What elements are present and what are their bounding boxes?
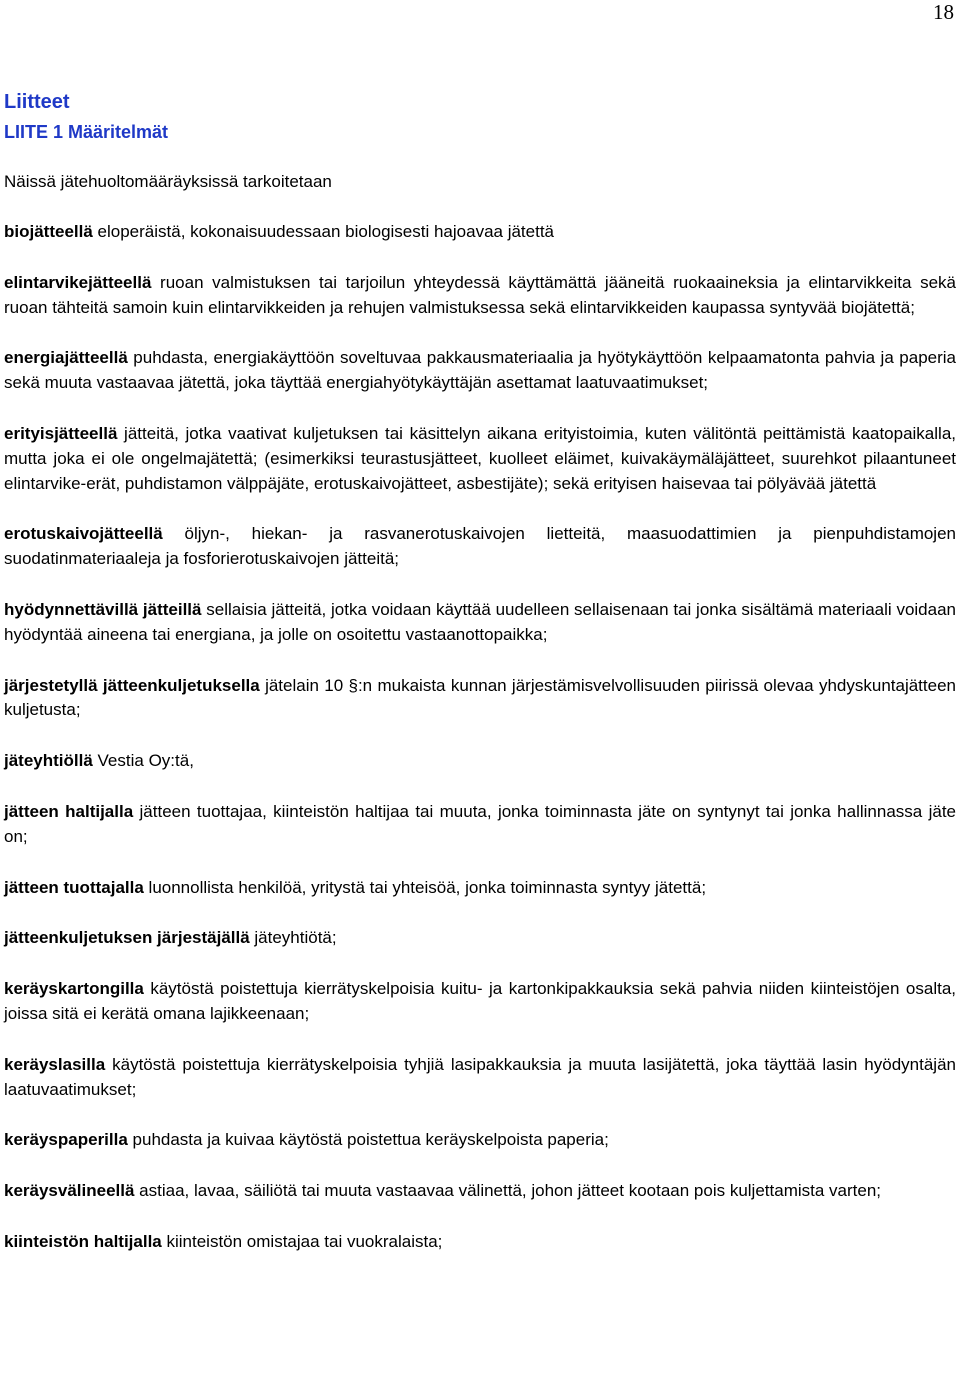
definition-text: öljyn-, hiekan- ja rasvanerotuskaivojen lietteitä, maasuodattimien ja pienpuhdistamojen suodatinmateriaaleja ja fosforierotuskaivojen jätteitä;	[4, 524, 956, 569]
definition-term: hyödynnettävillä jätteillä	[4, 599, 202, 619]
definition-item	[4, 271, 956, 321]
definition-term: erityisjätteellä	[4, 423, 118, 443]
definition-text: puhdasta ja kuivaa käytöstä poistettua keräyskelpoista paperia;	[127, 1130, 609, 1150]
definition-text: ruoan valmistuksen tai tarjoilun yhteydessä käyttämättä jääneitä ruokaaineksia ja elintarvikkeita sekä ruoan tähteitä samoin kuin elintarvikkeiden ja rehujen valmistuksessa sekä elintarvikkeiden kaupassa syntyvää biojätettä;	[4, 272, 956, 317]
definition-item	[4, 522, 956, 572]
definition-term: erotuskaivojätteellä	[4, 524, 163, 544]
definition-term: elintarvikejätteellä	[4, 272, 152, 292]
definition-item	[4, 346, 956, 396]
definition-item	[4, 598, 956, 648]
definition-item	[4, 749, 956, 774]
definition-text: jätelain 10 §:n mukaista kunnan järjestämisvelvollisuuden piirissä olevaa yhdyskuntajätteen kuljetusta;	[4, 675, 956, 720]
definitions-list	[4, 220, 956, 1255]
definition-text: jätteen tuottajaa, kiinteistön haltijaa tai muuta, jonka toiminnasta jäte on syntynyt tai jonka hallinnassa jäte on;	[4, 801, 956, 846]
definition-item	[4, 1053, 956, 1103]
definition-item	[4, 422, 956, 496]
appendix-title: LIITE 1 Määritelmät	[4, 122, 169, 142]
section-title: Liitteet	[4, 91, 70, 113]
document-body	[4, 89, 956, 1281]
definition-text: puhdasta, energiakäyttöön soveltuvaa pakkausmateriaalia ja hyötykäyttöön kelpaamatonta pahvia ja paperia sekä muuta vastaavaa jätettä, joka täyttää energiahyötykäyttäjän asettamat laatuvaatimukset;	[4, 348, 956, 393]
definition-text: astiaa, lavaa, säiliötä tai muuta vastaavaa välinettä, johon jätteet kootaan pois kuljettamista varten;	[134, 1181, 882, 1201]
definition-item	[4, 977, 956, 1027]
definition-item	[4, 876, 956, 901]
definition-term: järjestetyllä jätteenkuljetuksella	[4, 675, 260, 695]
definition-term: biojätteellä	[4, 222, 93, 241]
intro-paragraph: Näissä jätehuoltomääräyksissä tarkoitetaan	[4, 172, 332, 191]
definition-text: eloperäistä, kokonaisuudessaan biologisesti hajoavaa jätettä	[92, 222, 555, 241]
definition-text: luonnollista henkilöä, yritystä tai yhteisöä, jonka toiminnasta syntyy jätettä;	[143, 877, 707, 897]
definition-item	[4, 1230, 956, 1255]
definition-text: sellaisia jätteitä, jotka voidaan käyttää uudelleen sellaisenaan tai jonka sisältämä materiaali voidaan hyödyntää aineena tai energiana, ja jolle on osoitettu vastaanottopaikka;	[4, 599, 956, 644]
definition-item	[4, 926, 956, 951]
definition-text: jäteyhtiötä;	[249, 928, 337, 948]
definition-item	[4, 1179, 956, 1204]
definition-item	[4, 220, 956, 245]
definition-text: käytöstä poistettuja kierrätyskelpoisia kuitu- ja kartonkipakkauksia sekä pahvia niiden kiinteistöjen osalta, joissa sitä ei kerätä omana lajikkeenaan;	[4, 979, 956, 1023]
definition-term: keräyspaperilla	[4, 1130, 128, 1150]
definition-text: kiinteistön omistajaa tai vuokralaista;	[161, 1231, 443, 1251]
definition-term: jätteen tuottajalla	[4, 877, 144, 897]
definition-term: keräyslasilla	[4, 1054, 106, 1074]
definition-term: keräyskartongilla	[4, 979, 144, 999]
definition-term: energiajätteellä	[4, 348, 128, 368]
definition-term: jäteyhtiöllä	[4, 751, 93, 771]
definition-text: jätteitä, jotka vaativat kuljetuksen tai käsittelyn aikana erityistoimia, kuten välitöntä peittämistä kaatopaikalla, mutta joka ei ole ongelmajätettä; (esimerkiksi teurastusjätteet, kuolleet eläimet, kuivakäymäläjätteet, suurehkot pilaantuneet elintarvike-erät, puhdistamon välppäjäte, erotuskaivojätteet, asbestijäte); sekä erityisen haisevaa tai pölyävää jätettä	[4, 423, 956, 493]
definition-item	[4, 1128, 956, 1153]
definition-item	[4, 674, 956, 724]
page-number: 18	[933, 0, 954, 24]
definition-term: keräysvälineellä	[4, 1181, 135, 1201]
definition-text: käytöstä poistettuja kierrätyskelpoisia tyhjiä lasipakkauksia ja muuta lasijätettä, joka täyttää lasin hyödyntäjän laatuvaatimukset;	[4, 1054, 956, 1099]
definition-item	[4, 800, 956, 850]
definition-term: jätteenkuljetuksen järjestäjällä	[4, 928, 250, 948]
definition-text: Vestia Oy:tä,	[92, 751, 194, 771]
definition-term: kiinteistön haltijalla	[4, 1231, 162, 1251]
definition-term: jätteen haltijalla	[4, 801, 134, 821]
